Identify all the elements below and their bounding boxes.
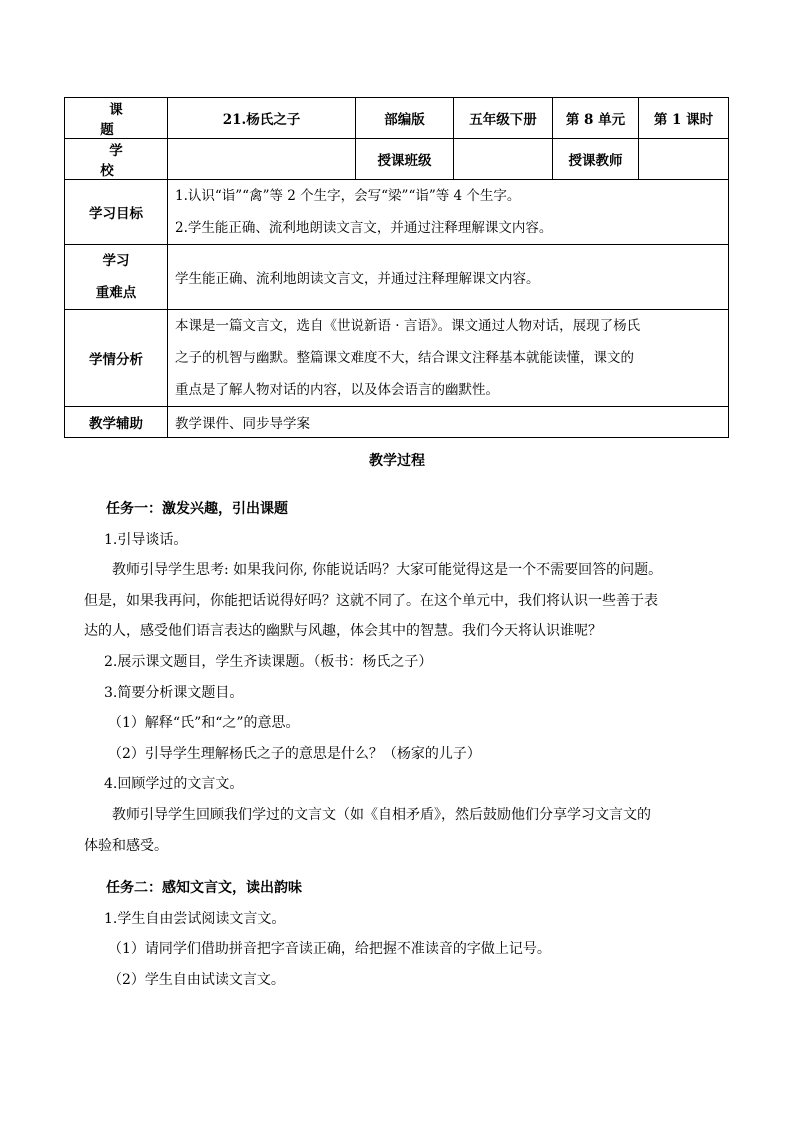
task1-para1-line3: 达的人，感受他们语言表达的幽默与风趣，体会其中的智慧。我们今天将认识谁呢？ [84,623,602,640]
task1-step4: 4.回顾学过的文言文。 [104,776,244,793]
lesson-info-table [64,97,729,438]
goals-content [168,180,729,245]
teacher-value [639,139,729,180]
process-title: 教学过程 [369,453,425,469]
goals-row [65,180,729,245]
difficulties-row [65,245,729,310]
analysis-content: 本课是一篇文言文，选自《世说新语 · 言语》。课文通过人物对话，展现了杨氏 之子的机智与幽默。整篇课文难度不大，结合课文注释基本就能读懂，课文的 重点是了解人物对话的内容，以及体会语言的幽默性。 [168,310,729,407]
school-value [168,139,356,180]
task1-heading: 任务一：激发兴趣，引出课题 [106,501,288,517]
task1-step1: 1.引导谈话。 [104,531,188,548]
school-row [65,139,729,180]
task1-sub2: （2）引导学生理解杨氏之子的意思是什么？（杨家的儿子） [108,745,481,762]
teacher-label: 授课教师 [553,139,639,180]
difficulties-label: 学习 重难点 [65,245,168,310]
task1-step2: 2.展示课文题目，学生齐读课题。（板书：杨氏之子） [104,653,433,670]
task2-sub2: （2）学生自由试读文言文。 [108,971,285,988]
class-label: 授课班级 [356,139,454,180]
goal-item: 2.学生能正确、流利地朗读文言文，并通过注释理解课文内容。 [175,220,553,236]
school-label: 学 校 [65,139,168,180]
grade: 五年级下册 [454,98,553,139]
period: 第 1 课时 [639,98,729,139]
process-body [84,494,728,996]
analysis-label: 学情分析 [65,310,168,407]
task1-step3: 3.简要分析课文题目。 [104,684,244,701]
task2-step1: 1.学生自由尝试阅读文言文。 [104,910,286,927]
task1-para1-line2: 但是，如果我再问，你能把话说得好吗？这就不同了。在这个单元中，我们将认识一些善于表 [84,592,658,609]
aids-row [65,407,729,438]
task1-para1-line1: 教师引导学生思考: 如果我问你, 你能说话吗？大家可能觉得这是一个不需要回答的问题。 [112,562,663,579]
aids-content: 教学课件、同步导学案 [168,407,729,438]
task2-sub1: （1）请同学们借助拼音把字音读正确，给把握不准读音的字做上记号。 [108,941,551,958]
topic-label: 课 题 [65,98,168,139]
header-row [65,98,729,139]
task1-sub1: （1）解释“氏”和“之”的意思。 [108,715,300,732]
goals-label: 学习目标 [65,180,168,245]
task1-para2-line1: 教师引导学生回顾我们学过的文言文（如《自相矛盾》，然后鼓励他们分享学习文言文的 [112,806,651,823]
task1-para2-line2: 体验和感受。 [84,837,168,854]
analysis-row [65,310,729,407]
goal-item: 1.认识“诣”“禽”等 2 个生字，会写“梁”“诣”等 4 个生字。 [175,188,521,204]
aids-label: 教学辅助 [65,407,168,438]
class-value [454,139,553,180]
task2-heading: 任务二：感知文言文，读出韵味 [106,880,302,897]
difficulties-content: 学生能正确、流利地朗读文言文，并通过注释理解课文内容。 [168,245,729,310]
unit: 第 8 单元 [553,98,639,139]
lesson-title: 21.杨氏之子 [168,98,356,139]
edition: 部编版 [356,98,454,139]
